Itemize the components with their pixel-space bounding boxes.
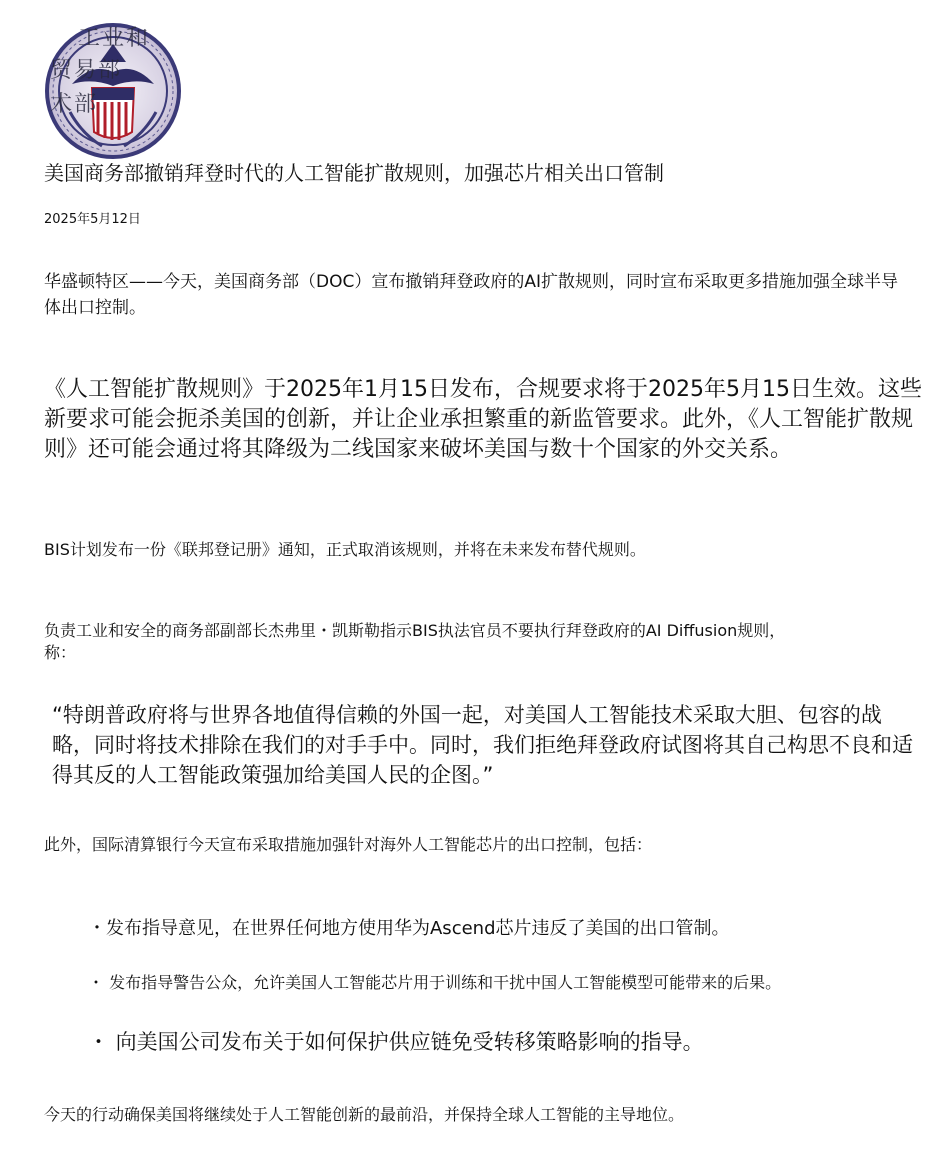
bullet-supply-chain: ・ 向美国公司发布关于如何保护供应链免受转移策略影响的指导。 — [88, 1030, 704, 1054]
kessler-quote: “特朗普政府将与世界各地值得信赖的外国一起，对美国人工智能技术采取大胆、包容的战略，同时将技术排除在我们的对手手中。同时，我们拒绝拜登政府试图将其自己构思不良和适得其反的人工智能政策强加给美国人民的企图。” — [52, 703, 913, 787]
paragraph-intro: 华盛顿特区——今天，美国商务部（DOC）宣布撤销拜登政府的AI扩散规则，同时宣布采取更多措施加强全球半导体出口控制。 — [44, 272, 898, 318]
paragraph-conclusion: 今天的行动确保美国将继续处于人工智能创新的最前沿，并保持全球人工智能的主导地位。 — [44, 1105, 685, 1124]
seal-overlay-line-3: 术部 — [50, 92, 99, 117]
bullet-public-warning: ・ 发布指导警告公众，允许美国人工智能芯片用于训练和干扰中国人工智能模型可能带来的后果。 — [88, 973, 782, 992]
paragraph-export-measures: 此外，国际清算银行今天宣布采取措施加强针对海外人工智能芯片的出口控制，包括： — [44, 835, 653, 854]
bullet-huawei-ascend: ・发布指导意见，在世界任何地方使用华为Ascend芯片违反了美国的出口管制。 — [88, 918, 730, 939]
article-date: 2025年5月12日 — [44, 212, 141, 227]
department-seal — [42, 22, 184, 160]
seal-overlay-line-1: 工业和 — [78, 26, 151, 51]
seal-overlay-line-2: 贸易部 — [50, 58, 123, 83]
paragraph-rule-background: 《人工智能扩散规则》于2025年1月15日发布，合规要求将于2025年5月15日生效。这些新要求可能会扼杀美国的创新，并让企业承担繁重的新监管要求。此外，《人工智能扩散规则》还可能会通过将其降级为二线国家来破坏美国与数十个国家的外交关系。 — [44, 377, 922, 462]
paragraph-bis-notice: BIS计划发布一份《联邦登记册》通知，正式取消该规则，并将在未来发布替代规则。 — [44, 540, 646, 559]
article-title: 美国商务部撤销拜登时代的人工智能扩散规则，加强芯片相关出口管制 — [44, 161, 664, 185]
paragraph-kessler-directive: 负责工业和安全的商务部副部长杰弗里・凯斯勒指示BIS执法官员不要执行拜登政府的AI Diffusion规则，称： — [44, 621, 786, 662]
